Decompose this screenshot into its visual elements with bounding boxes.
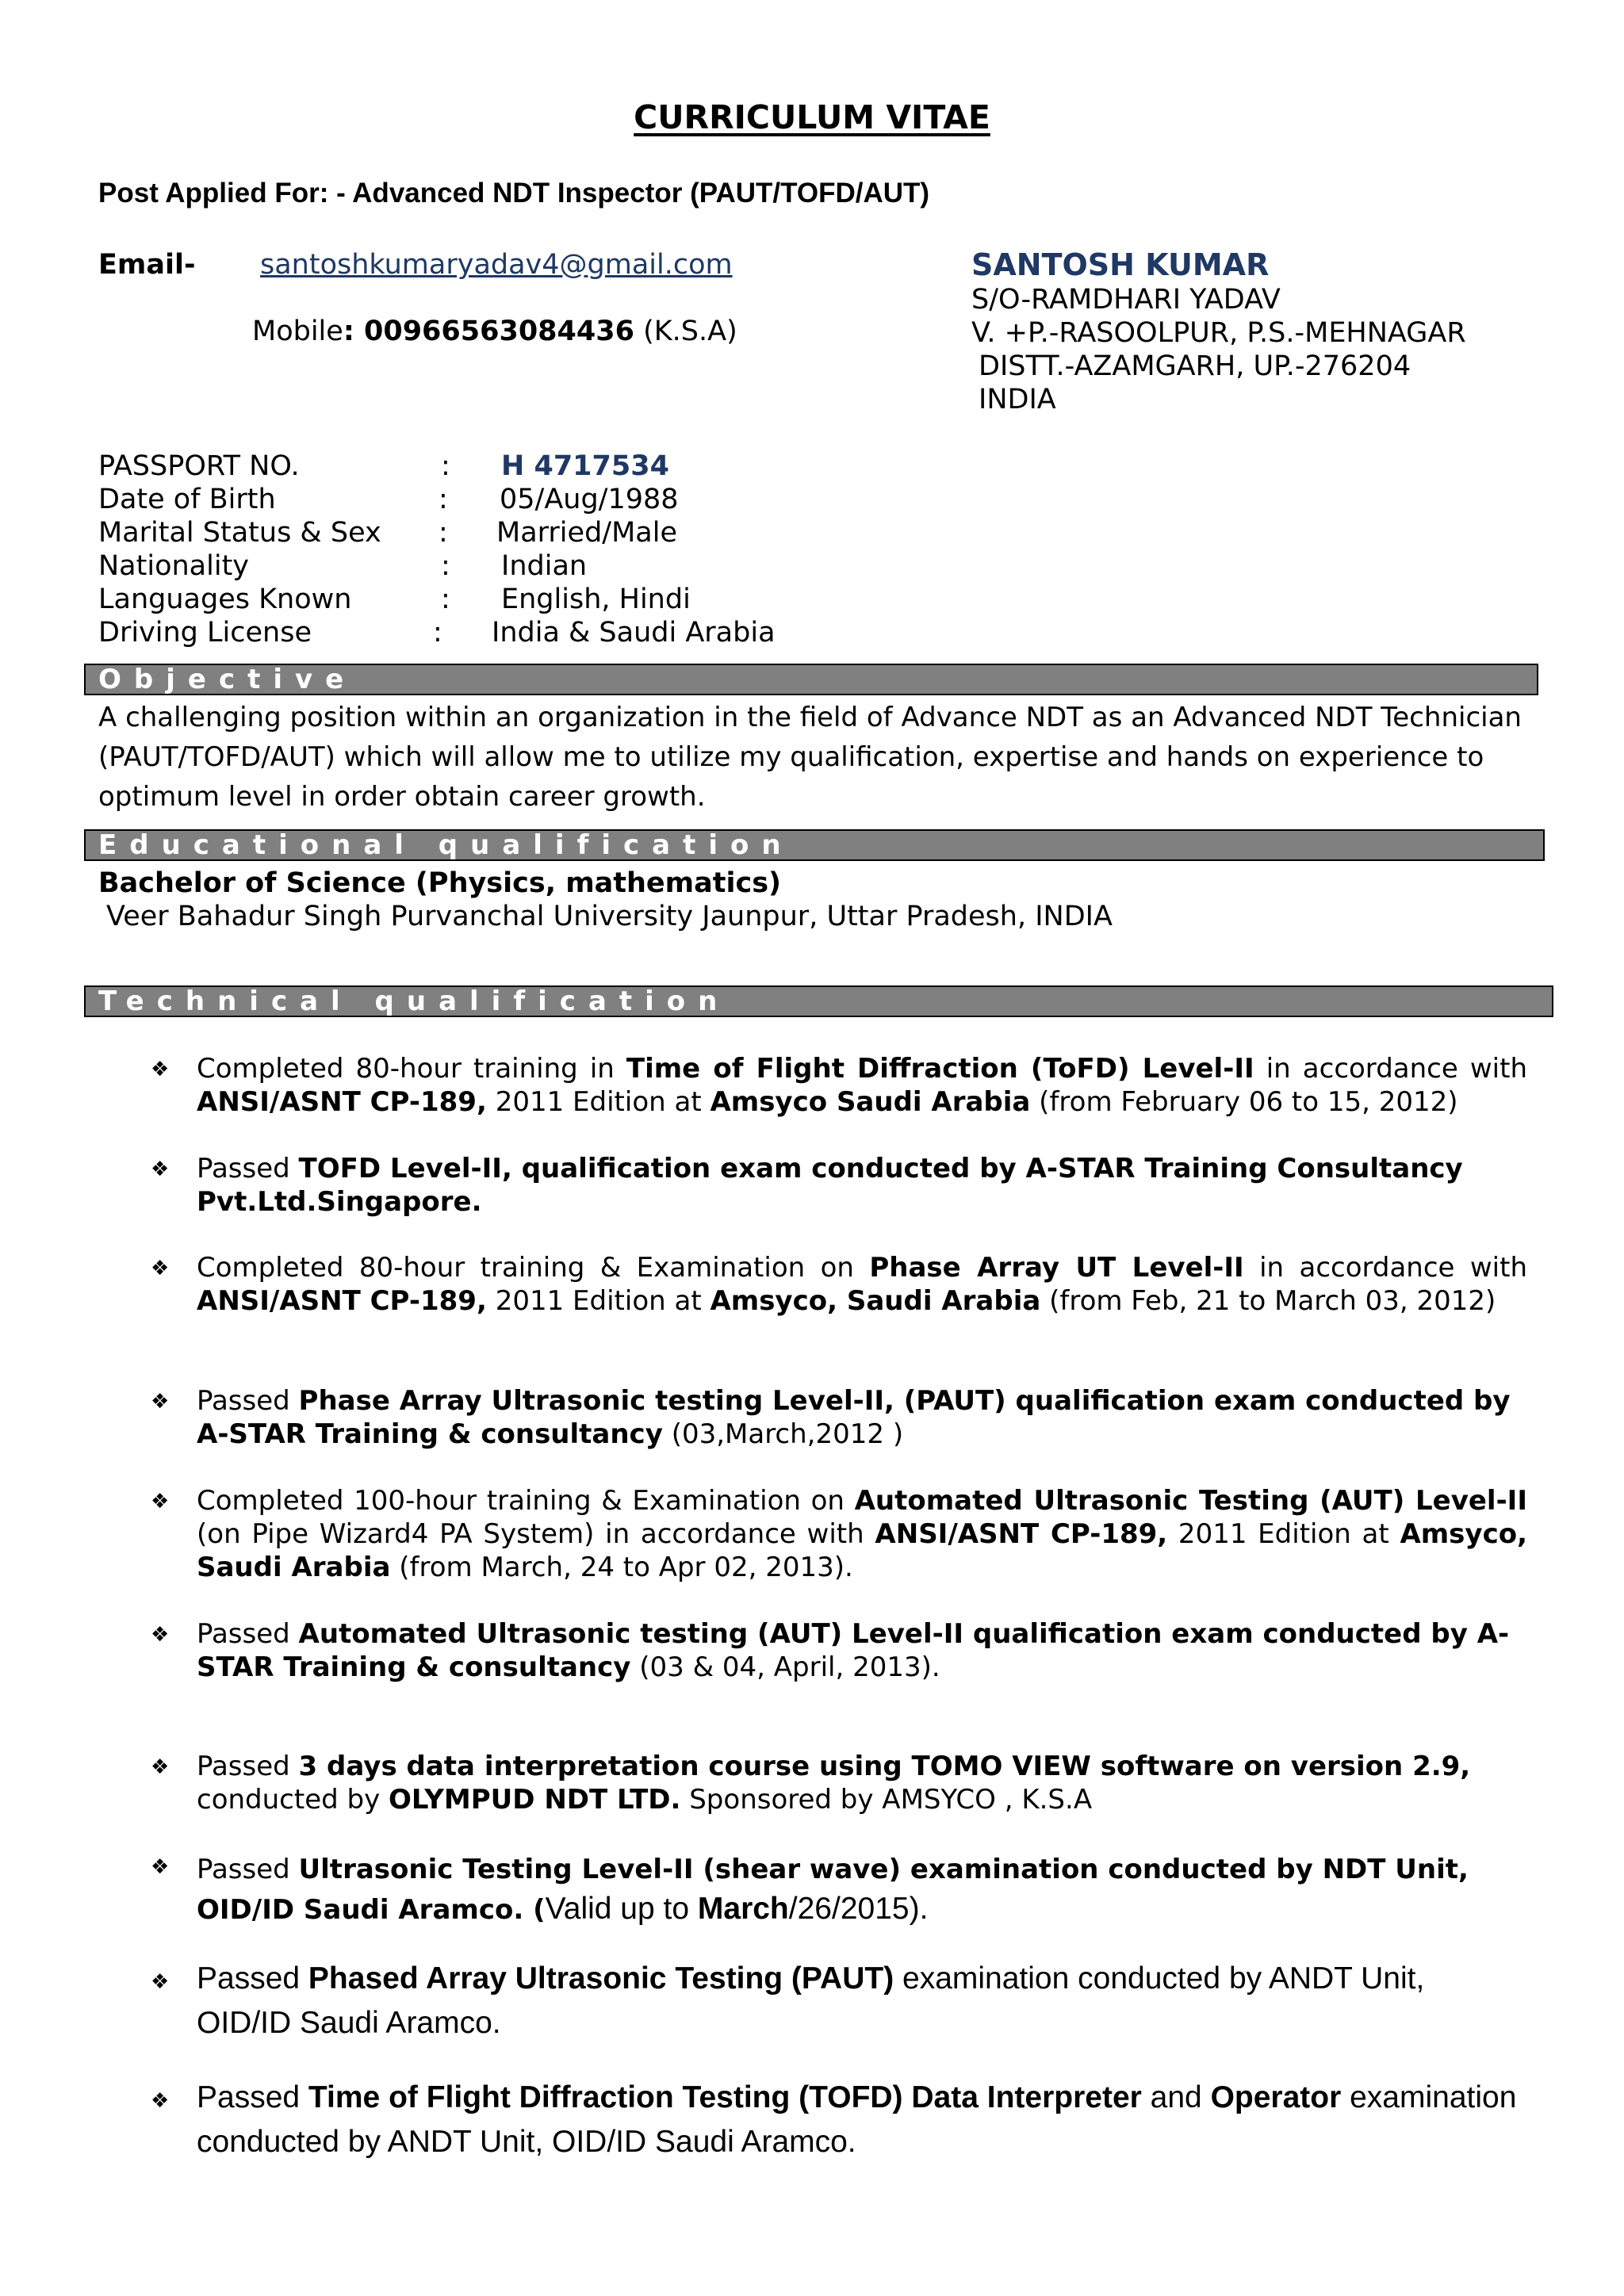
item-text-run: examination conducted by ANDT Unit, OID/ID Saudi Aramco. <box>197 1961 1425 2040</box>
detail-value: English, Hindi <box>501 584 691 615</box>
mobile-country: (K.S.A) <box>634 316 737 347</box>
item-text-run: ANSI/ASNT CP-189, <box>197 1285 487 1317</box>
degree: Bachelor of Science (Physics, mathematics) <box>98 867 782 899</box>
detail-label: Marital Status & Sex <box>98 517 381 549</box>
detail-value: India & Saudi Arabia <box>492 617 776 649</box>
item-text-run: Passed <box>197 1961 308 1996</box>
item-text-run: TOFD Level-II, qualification exam conducted by A-STAR Training Consultancy Pvt.Ltd.Singapore. <box>197 1153 1463 1218</box>
university: Veer Bahadur Singh Purvanchal University Jaunpur, Uttar Pradesh, INDIA <box>106 901 1113 932</box>
bullet-icon: ❖ <box>151 1257 170 1280</box>
item-text-run: (03,March,2012 ) <box>662 1418 904 1450</box>
detail-label: Driving License <box>98 617 312 649</box>
item-text-run: Passed <box>197 1751 299 1782</box>
list-item <box>197 1152 1527 1219</box>
item-text-run: Passed <box>197 1385 299 1417</box>
item-text-run: ANSI/ASNT CP-189, <box>197 1086 487 1118</box>
address-line: DISTT.-AZAMGARH, UP.-276204 <box>979 350 1411 382</box>
item-text-run: examination conducted by ANDT Unit, OID/ID Saudi Aramco. <box>197 2080 1517 2159</box>
item-text-run: Amsyco, Saudi Arabia <box>197 1518 1528 1583</box>
item-text-run: Operator <box>1210 2080 1342 2114</box>
item-text-run: (03 & 04, April, 2013). <box>630 1651 940 1683</box>
detail-label: Languages Known <box>98 584 352 615</box>
bullet-icon: ❖ <box>151 1058 170 1081</box>
mobile-separator: : <box>343 316 364 347</box>
item-text-run: in accordance with <box>1254 1053 1527 1085</box>
list-item <box>197 1484 1527 1584</box>
technical-heading: Technical qualification <box>84 985 1553 1017</box>
item-text-run: Phase Array UT Level-II <box>869 1252 1244 1284</box>
list-item <box>197 1957 1527 2045</box>
item-text-run: (from February 06 to 15, 2012) <box>1030 1086 1458 1118</box>
detail-label: Nationality <box>98 550 250 582</box>
list-item <box>197 1617 1527 1684</box>
item-text-run: (from March, 24 to Apr 02, 2013). <box>390 1552 853 1583</box>
item-text-run: March <box>697 1892 789 1926</box>
bullet-icon: ❖ <box>151 1158 170 1181</box>
item-text-run: Sponsored by AMSYCO , K.S.A <box>680 1784 1093 1816</box>
detail-colon: : <box>439 517 448 549</box>
objective-text: A challenging position within an organization in the field of Advance NDT as an Advanced NDT Technician (PAUT/TOFD/AUT) which will allow me to utilize my qualification, expertise and hands on experience to optimum level in order obtain career growth. <box>98 702 1522 813</box>
item-text-run: Passed <box>197 1153 299 1184</box>
email-label: Email- <box>98 249 196 281</box>
list-item <box>197 1384 1527 1451</box>
mobile-label: Mobile <box>252 316 343 347</box>
bullet-icon: ❖ <box>151 1855 170 1879</box>
item-text-run: (from Feb, 21 to March 03, 2012) <box>1040 1285 1496 1317</box>
detail-label: Date of Birth <box>98 484 276 515</box>
item-text-run: Phase Array Ultrasonic testing Level-II, (PAUT) qualification exam conducted by A-STAR Training & consultancy <box>197 1385 1511 1450</box>
item-text-run: /26/2015). <box>788 1892 929 1926</box>
item-text-run: Automated Ultrasonic testing (AUT) Level-II qualification exam conducted by A-STAR Training & consultancy <box>197 1618 1510 1683</box>
item-text-run: (on Pipe Wizard4 PA System) in accordance with <box>197 1518 875 1550</box>
item-text-run: Valid up to <box>545 1892 698 1926</box>
item-text-run: Passed <box>197 1618 299 1650</box>
document-title: CURRICULUM VITAE <box>634 98 990 136</box>
bullet-icon: ❖ <box>151 1970 170 1994</box>
item-text-run: Time of Flight Diffraction (ToFD) Level-II <box>626 1053 1254 1085</box>
detail-value: Indian <box>501 550 588 582</box>
email-link[interactable]: santoshkumaryadav4@gmail.com <box>260 249 733 281</box>
passport-number: H 4717534 <box>501 450 669 482</box>
education-heading: Educational qualification <box>84 829 1545 861</box>
list-item <box>197 1850 1527 1930</box>
bullet-icon: ❖ <box>151 2089 170 2113</box>
address-line: V. +P.-RASOOLPUR, P.S.-MEHNAGAR <box>971 317 1466 349</box>
detail-value: Married/Male <box>496 517 677 549</box>
address-line: INDIA <box>979 384 1056 415</box>
item-text-run: OLYMPUD NDT LTD. <box>389 1784 681 1816</box>
objective-heading: Objective <box>84 664 1538 695</box>
detail-colon: : <box>441 550 450 582</box>
bullet-icon: ❖ <box>151 1490 170 1513</box>
address-line: S/O-RAMDHARI YADAV <box>971 284 1281 316</box>
item-text-run: conducted by <box>197 1784 389 1816</box>
post-applied: Post Applied For: - Advanced NDT Inspector (PAUT/TOFD/AUT) <box>98 178 930 209</box>
detail-label: PASSPORT NO. <box>98 450 300 482</box>
item-text-run: and <box>1141 2080 1211 2114</box>
detail-colon: : <box>439 484 448 515</box>
list-item <box>197 1251 1527 1318</box>
mobile-number: 00966563084436 <box>364 316 634 347</box>
item-text-run: 2011 Edition at <box>486 1285 710 1317</box>
item-text-run: Ultrasonic Testing Level-II (shear wave) examination conducted by NDT Unit, OID/ID Saudi Aramco. ( <box>197 1854 1469 1926</box>
item-text-run: in accordance with <box>1243 1252 1527 1284</box>
item-text-run: Automated Ultrasonic Testing (AUT) Level-II <box>854 1485 1527 1517</box>
detail-colon: : <box>441 584 450 615</box>
bullet-icon: ❖ <box>151 1755 170 1779</box>
bullet-icon: ❖ <box>151 1623 170 1647</box>
item-text-run: Passed <box>197 2080 308 2114</box>
mobile-line <box>252 316 737 347</box>
bullet-icon: ❖ <box>151 1390 170 1414</box>
detail-colon: : <box>441 450 450 482</box>
detail-colon: : <box>433 617 442 649</box>
item-text-run: Phased Array Ultrasonic Testing (PAUT) <box>308 1961 894 1996</box>
item-text-run: Amsyco Saudi Arabia <box>710 1086 1031 1118</box>
detail-value: 05/Aug/1988 <box>500 484 679 515</box>
list-item <box>197 2076 1527 2164</box>
item-text-run: Completed 80-hour training & Examination on <box>197 1252 870 1284</box>
candidate-name: SANTOSH KUMAR <box>971 247 1270 282</box>
item-text-run: 2011 Edition at <box>486 1086 710 1118</box>
item-text-run: Completed 80-hour training in <box>197 1053 626 1085</box>
list-item <box>197 1052 1527 1119</box>
item-text-run: ANSI/ASNT CP-189, <box>875 1518 1168 1550</box>
list-item <box>197 1750 1527 1816</box>
item-text-run: Amsyco, Saudi Arabia <box>710 1285 1041 1317</box>
item-text-run: 3 days data interpretation course using TOMO VIEW software on version 2.9, <box>298 1751 1471 1782</box>
item-text-run: Time of Flight Diffraction Testing (TOFD) Data Interpreter <box>308 2080 1142 2114</box>
item-text-run: 2011 Edition at <box>1167 1518 1400 1550</box>
item-text-run: Passed <box>197 1854 299 1885</box>
item-text-run: Completed 100-hour training & Examination on <box>197 1485 855 1517</box>
